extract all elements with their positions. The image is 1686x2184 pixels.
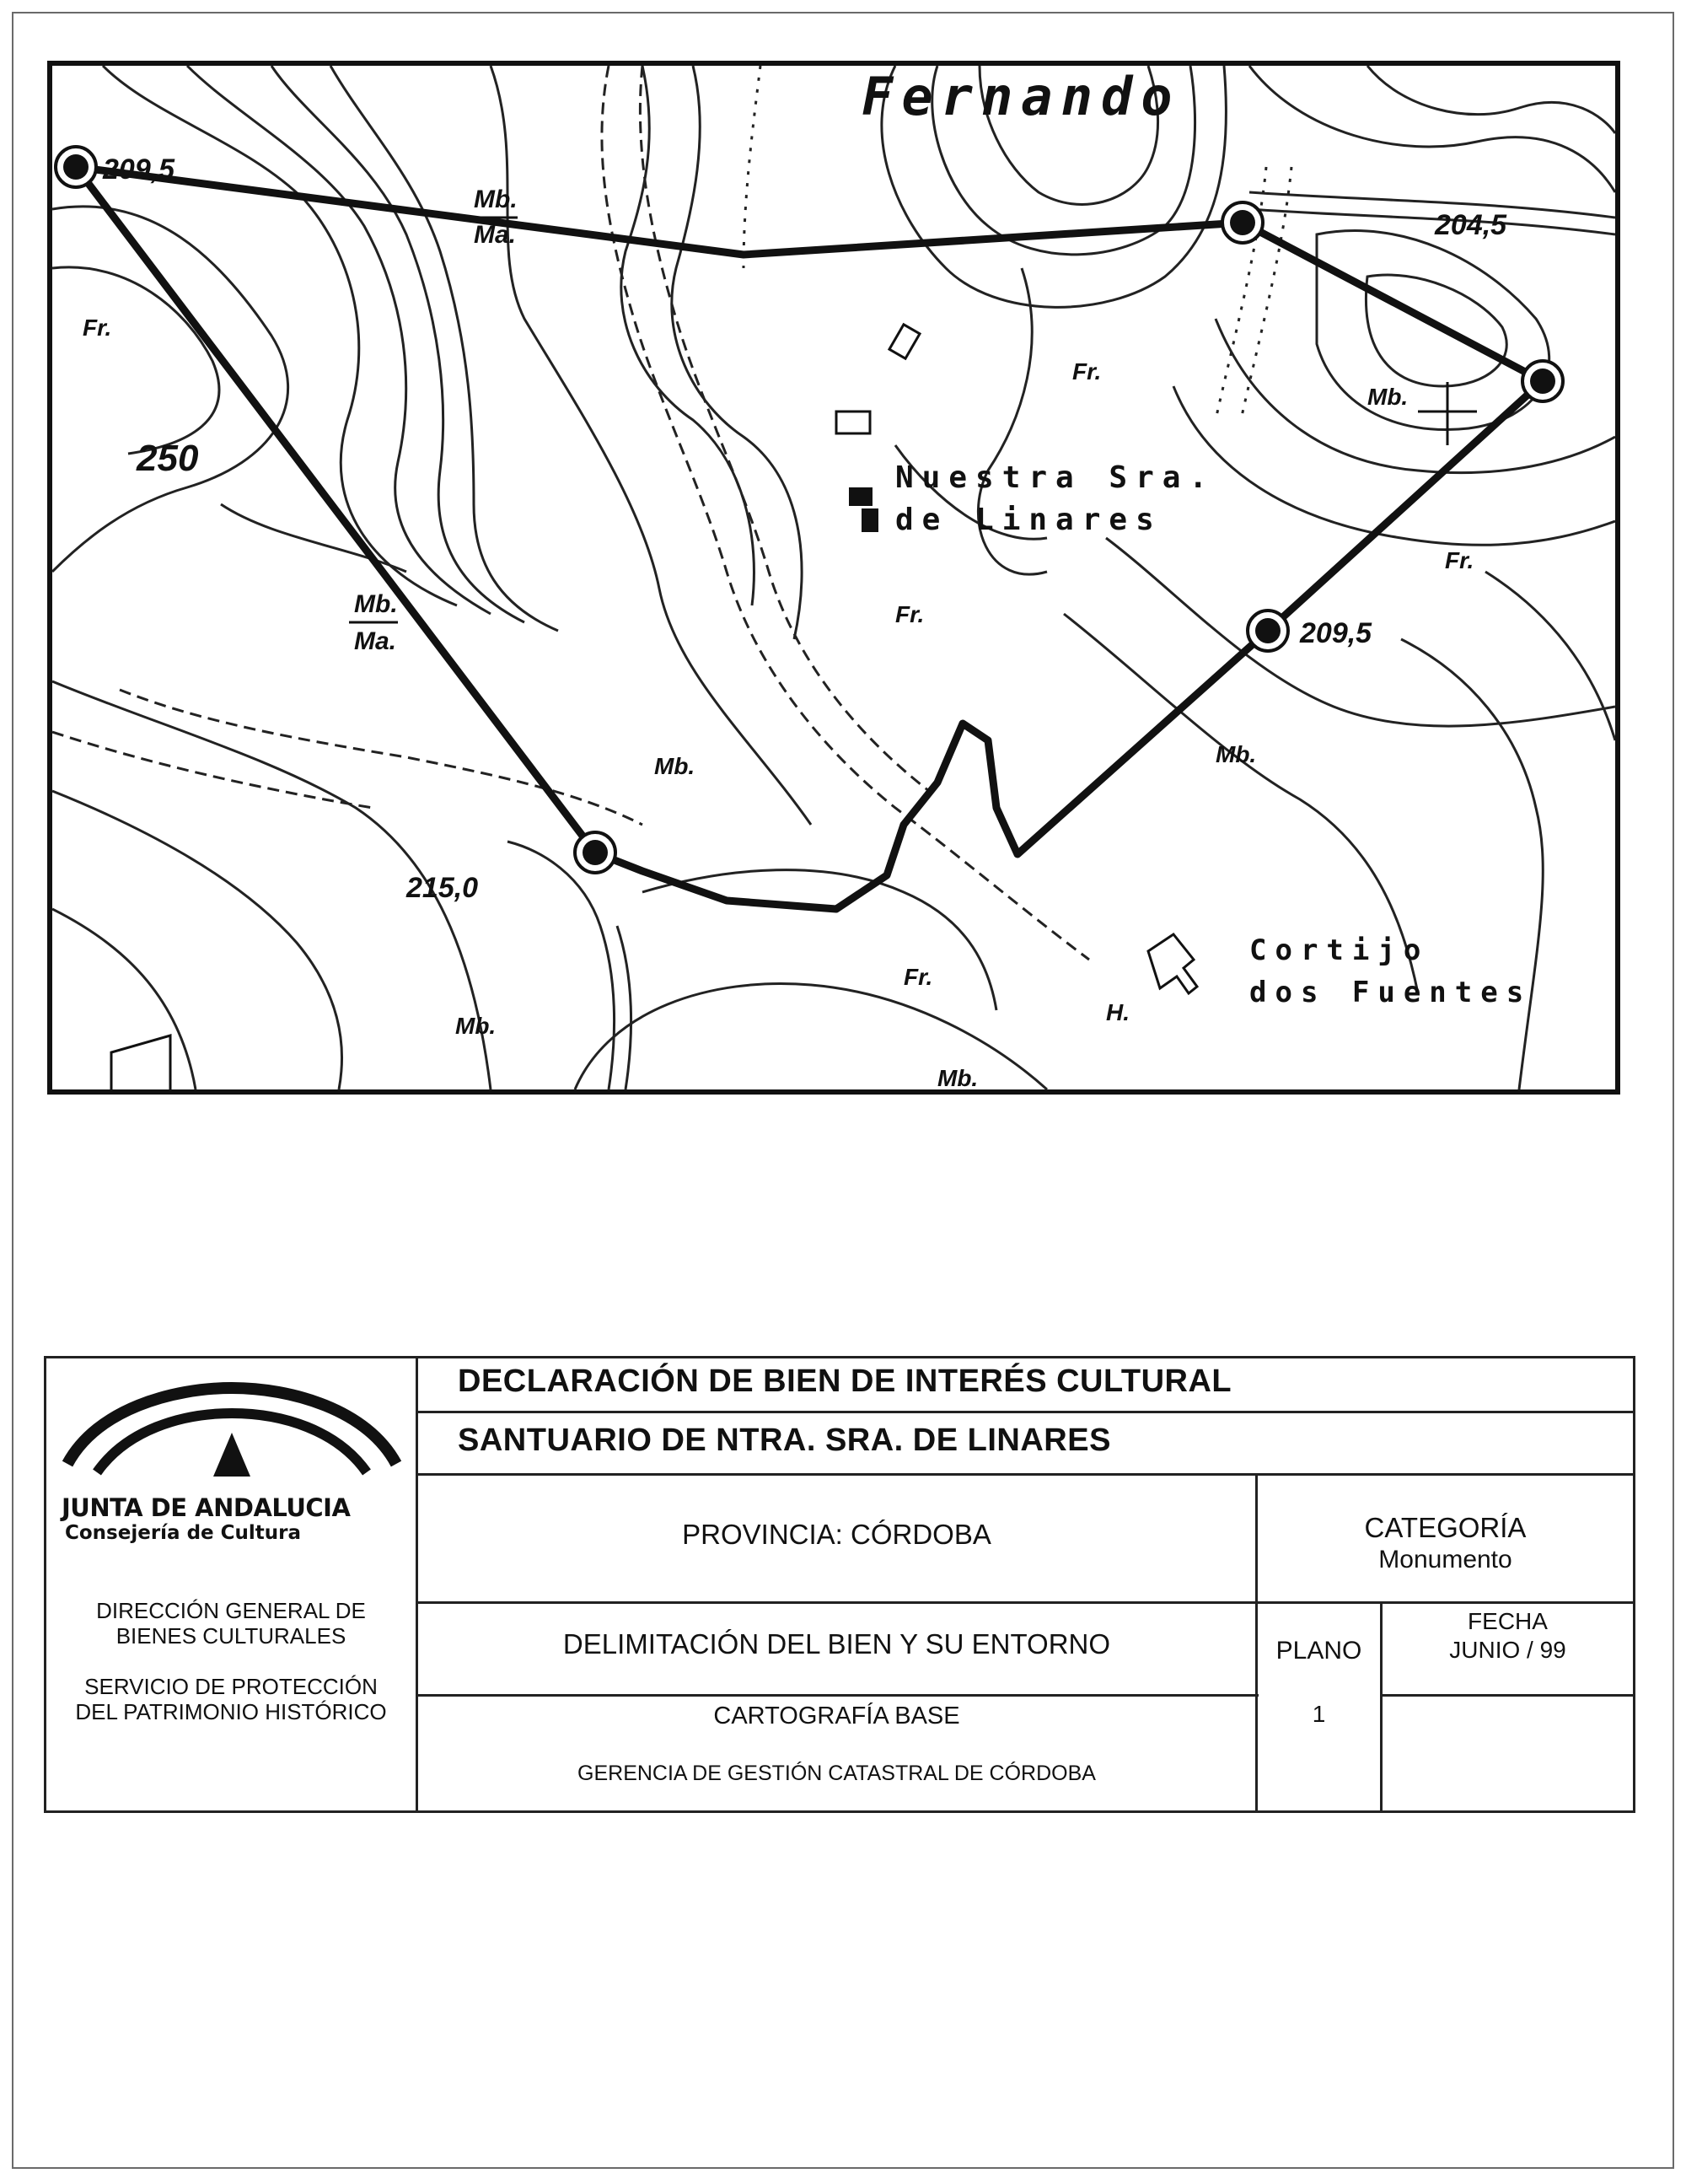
vertex-marker [56,147,96,187]
elevation-label: 209,5 [1300,617,1372,649]
soil-label: Fr. [83,315,112,341]
elevation-label: 215,0 [406,872,479,904]
soil-label: H. [1106,999,1130,1025]
cartografia-label: CARTOGRAFÍA BASE [713,1703,960,1729]
map-labels [83,66,1532,1089]
buildings [111,325,1197,1089]
fecha-label: FECHA [1468,1608,1548,1634]
fecha-value: JUNIO / 99 [1449,1637,1566,1663]
soil-label: Mb. [354,590,398,618]
gerencia-label: GERENCIA DE GESTIÓN CATASTRAL DE CÓRDOBA [577,1762,1096,1785]
boundary-vertices [56,147,1563,873]
soil-label: Fr. [904,964,933,990]
divider [1380,1694,1633,1697]
divider [416,1601,1633,1604]
map-frame [47,61,1620,1095]
trig-point-cross [1418,382,1477,445]
title-block [44,1356,1635,1813]
direccion-line1: DIRECCIÓN GENERAL DE [96,1598,366,1623]
servicio-line2: DEL PATRIMONIO HISTÓRICO [75,1699,387,1724]
soil-label: Ma. [474,221,517,249]
declaracion-title: DECLARACIÓN DE BIEN DE INTERÉS CULTURAL [458,1364,1232,1399]
vertex-marker [575,832,615,873]
servicio-line1: SERVICIO DE PROTECCIÓN [84,1674,378,1699]
categoria-value: Monumento [1378,1546,1512,1573]
soil-label: Fr. [1072,358,1102,385]
soil-label: Ma. [354,627,397,655]
divider [416,1694,1259,1697]
delimitacion-label: DELIMITACIÓN DEL BIEN Y SU ENTORNO [562,1628,1111,1660]
divider [416,1473,1633,1476]
vertex-marker [1522,361,1563,401]
provincia-label: PROVINCIA: CÓRDOBA [682,1519,991,1550]
soil-label: Mb. [474,186,518,213]
direccion-line2: BIENES CULTURALES [115,1623,346,1649]
vertex-marker [1222,202,1263,243]
santuario-title: SANTUARIO DE NTRA. SRA. DE LINARES [458,1423,1111,1458]
soil-label: Fr. [895,601,925,627]
soil-label: Mb. [455,1013,497,1039]
topographic-map [52,66,1615,1089]
soil-label: Mb. [937,1065,979,1089]
logo-area [46,1358,416,1561]
contour-value-label: 250 [137,438,199,479]
categoria-label: CATEGORÍA [1364,1512,1527,1543]
soil-label: Mb. [654,753,695,779]
soil-label: Mb. [1216,741,1257,767]
logo-dept-name: Consejería de Cultura [65,1522,302,1544]
sanctuary-label-line2: de Linares [895,503,1162,537]
divider [416,1358,418,1810]
plano-value: 1 [1312,1701,1326,1727]
soil-label: Mb. [1367,384,1409,410]
logo-org-name: JUNTA DE ANDALUCIA [62,1493,351,1522]
divider [416,1411,1633,1413]
cortijo-label-line1: Cortijo [1249,933,1430,967]
cortijo-label-line2: dos Fuentes [1249,976,1533,1009]
soil-label: Fr. [1445,547,1474,573]
elevation-label: 204,5 [1435,209,1507,241]
place-name-fernando: Fernando [862,66,1181,127]
plano-label: PLANO [1275,1637,1362,1665]
vertex-marker [1248,611,1288,651]
sanctuary-label-line1: Nuestra Sra. [895,460,1216,495]
elevation-label: 209,5 [103,153,175,186]
junta-de-andalucia-logo [46,1367,416,1502]
